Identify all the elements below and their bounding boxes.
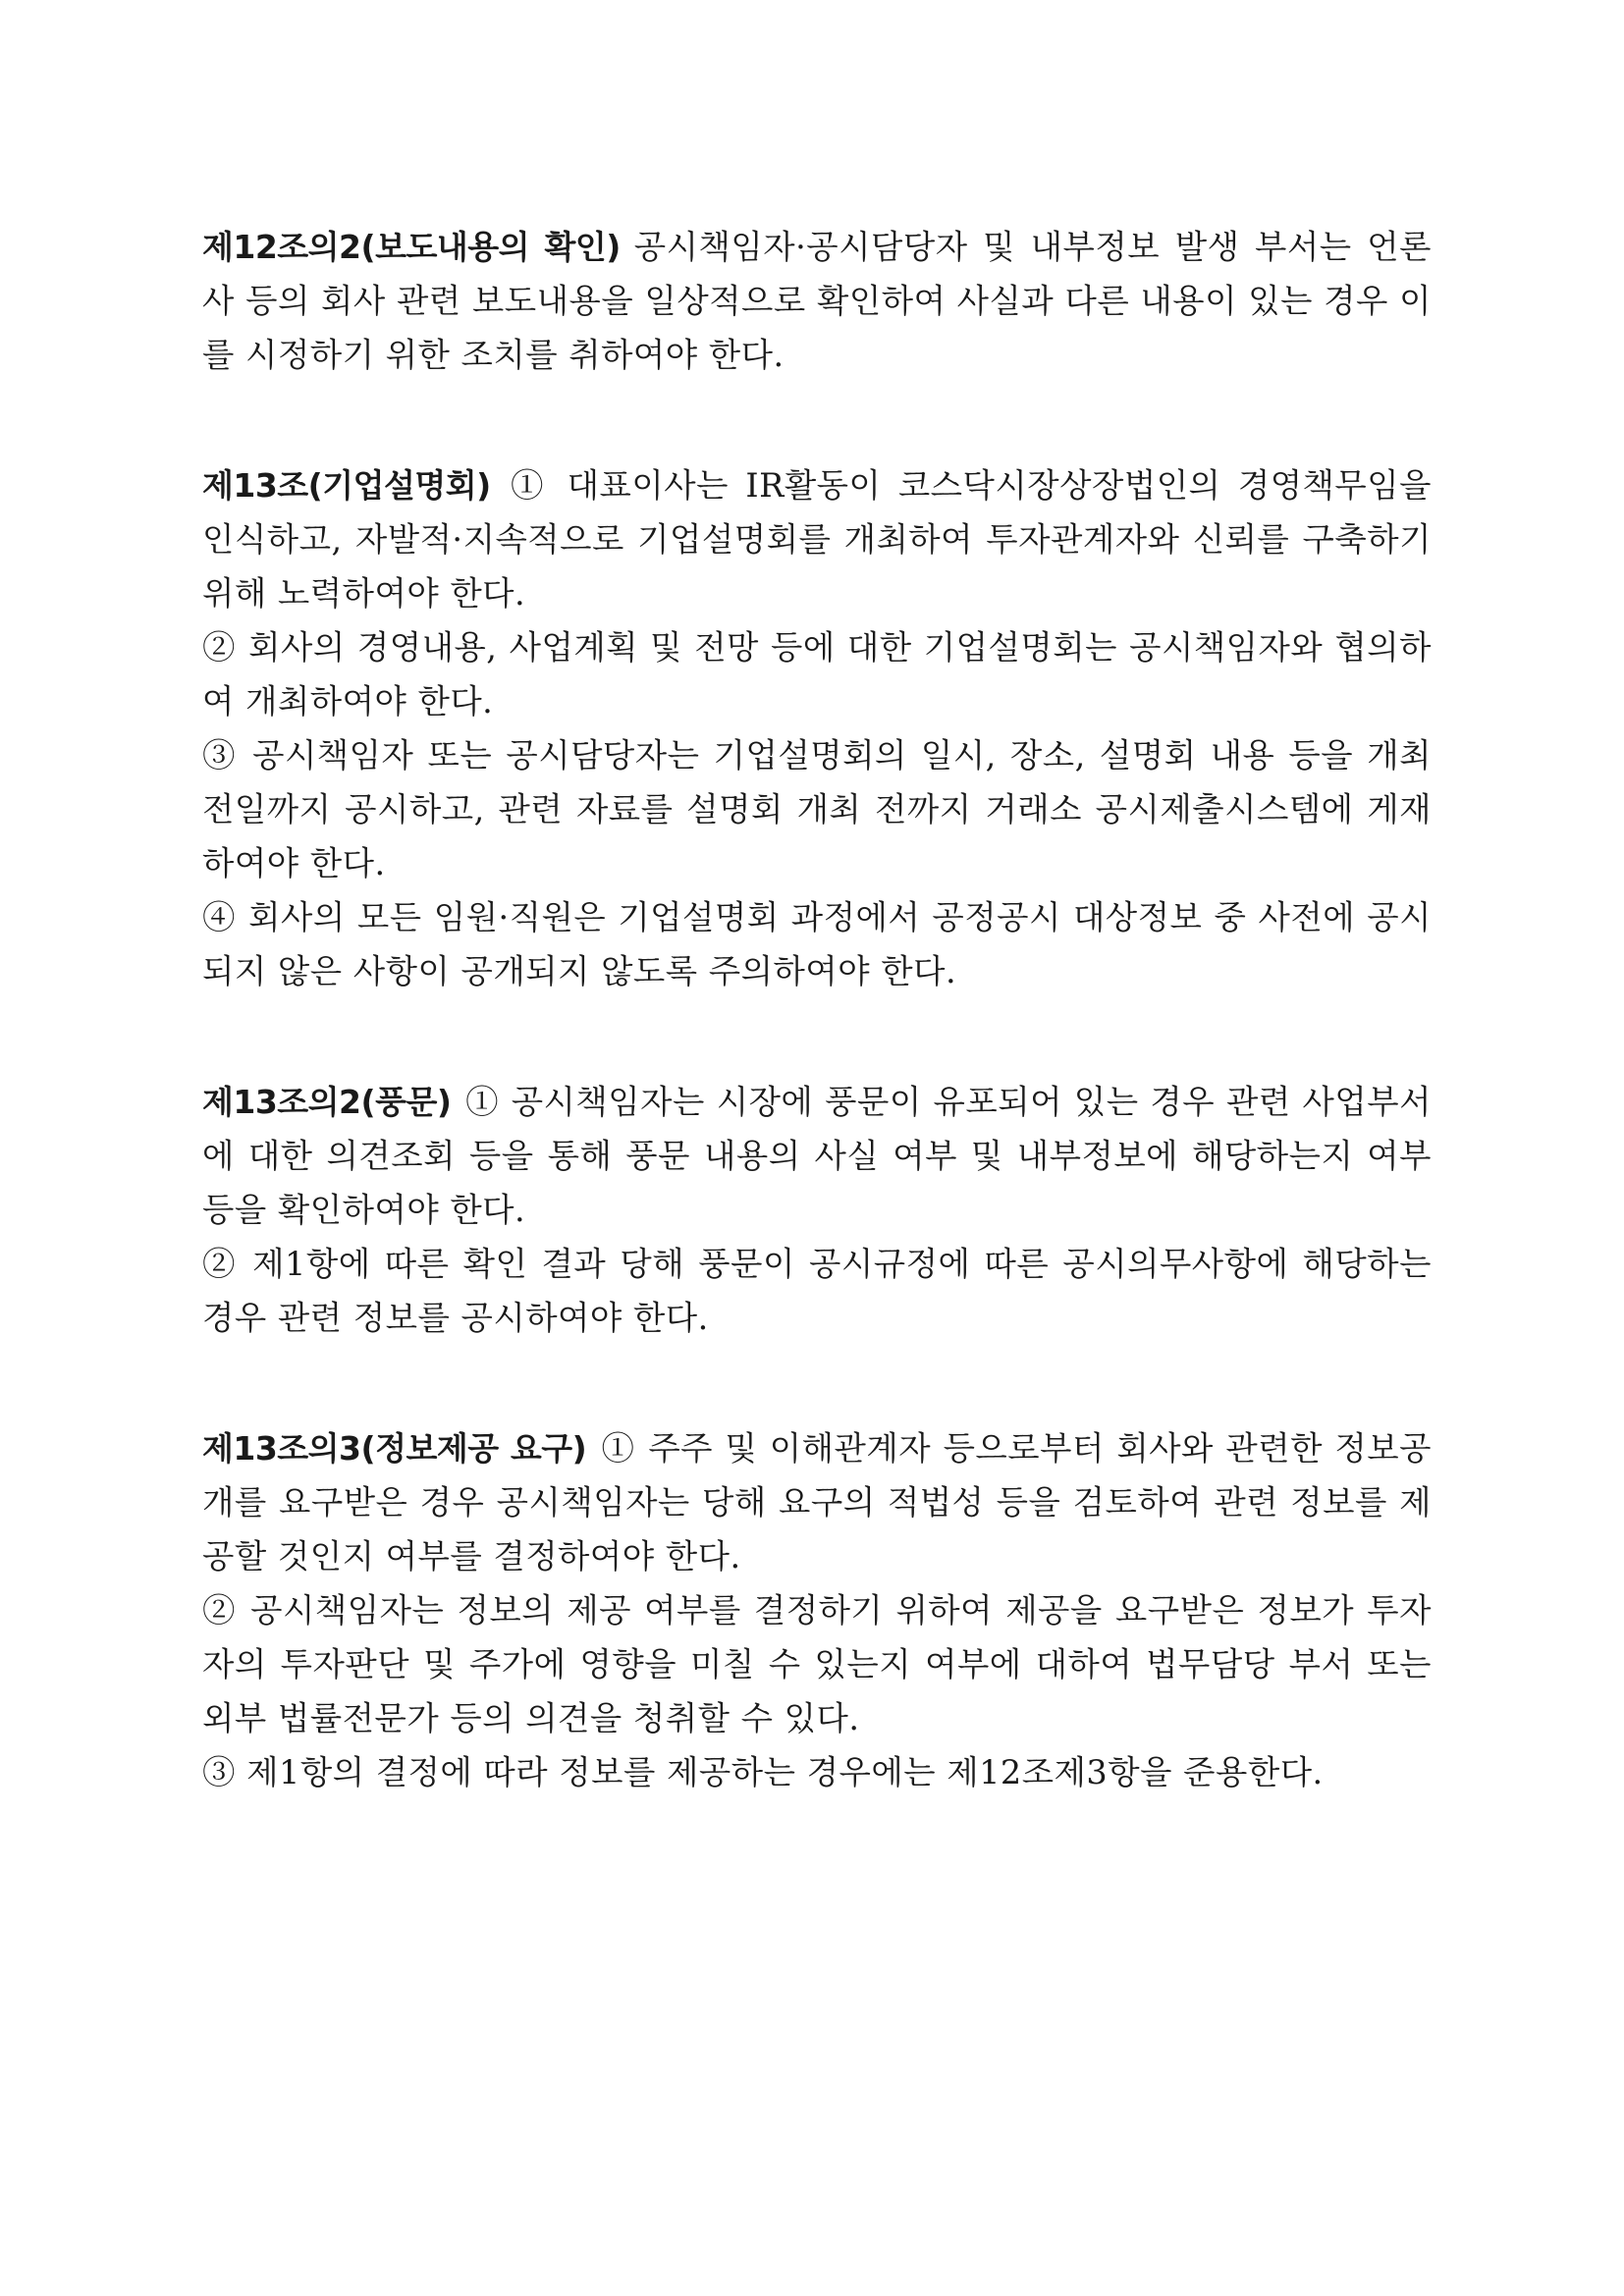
paragraph: ② 제1항에 따른 확인 결과 당해 풍문이 공시규정에 따른 공시의무사항에 해당하는 경우 관련 정보를 공시하여야 한다. xyxy=(202,1245,1432,1337)
paragraph xyxy=(202,1075,1432,1237)
paragraph xyxy=(202,1421,1432,1583)
paragraph xyxy=(202,458,1432,620)
paragraph: ③ 제1항의 결정에 따라 정보를 제공하는 경우에는 제12조제3항을 준용한다. xyxy=(202,1753,1324,1791)
article-12-2 xyxy=(202,220,1432,382)
article-heading: 제13조의2(풍문) xyxy=(202,1083,452,1121)
paragraph-text: ① 공시책임자는 시장에 풍문이 유포되어 있는 경우 관련 사업부서에 대한 의견조회 등을 통해 풍문 내용의 사실 여부 및 내부정보에 해당하는지 여부 등을 확인하여야 한다. xyxy=(202,1083,1432,1229)
document-page xyxy=(202,220,1432,1876)
article-heading: 제13조(기업설명회) xyxy=(202,466,491,505)
paragraph: ② 회사의 경영내용, 사업계획 및 전망 등에 대한 기업설명회는 공시책임자와 협의하여 개최하여야 한다. xyxy=(202,628,1432,721)
article-13-2 xyxy=(202,1075,1432,1345)
paragraph-text: ① 대표이사는 IR활동이 코스닥시장상장법인의 경영책무임을 인식하고, 자발적·지속적으로 기업설명회를 개최하여 투자관계자와 신뢰를 구축하기 위해 노력하여야 한다. xyxy=(202,466,1432,613)
paragraph: ② 공시책임자는 정보의 제공 여부를 결정하기 위하여 제공을 요구받은 정보가 투자자의 투자판단 및 주가에 영향을 미칠 수 있는지 여부에 대하여 법무담당 부서 또는 외부 법률전문가 등의 의견을 청취할 수 있다. xyxy=(202,1591,1432,1737)
article-heading: 제12조의2(보도내용의 확인) xyxy=(202,228,621,266)
article-13-3 xyxy=(202,1421,1432,1799)
paragraph: ③ 공시책임자 또는 공시담당자는 기업설명회의 일시, 장소, 설명회 내용 등을 개최 전일까지 공시하고, 관련 자료를 설명회 개최 전까지 거래소 공시제출시스템에 게재하여야 한다. xyxy=(202,736,1432,882)
paragraph-text: 공시책임자·공시담당자 및 내부정보 발생 부서는 언론사 등의 회사 관련 보도내용을 일상적으로 확인하여 사실과 다른 내용이 있는 경우 이를 시정하기 위한 조치를 취하여야 한다. xyxy=(202,228,1432,374)
article-13 xyxy=(202,458,1432,998)
article-heading: 제13조의3(정보제공 요구) xyxy=(202,1429,587,1468)
paragraph-text: ① 주주 및 이해관계자 등으로부터 회사와 관련한 정보공개를 요구받은 경우 공시책임자는 당해 요구의 적법성 등을 검토하여 관련 정보를 제공할 것인지 여부를 결정하여야 한다. xyxy=(202,1429,1432,1575)
paragraph xyxy=(202,220,1432,382)
paragraph: ④ 회사의 모든 임원·직원은 기업설명회 과정에서 공정공시 대상정보 중 사전에 공시되지 않은 사항이 공개되지 않도록 주의하여야 한다. xyxy=(202,898,1432,990)
